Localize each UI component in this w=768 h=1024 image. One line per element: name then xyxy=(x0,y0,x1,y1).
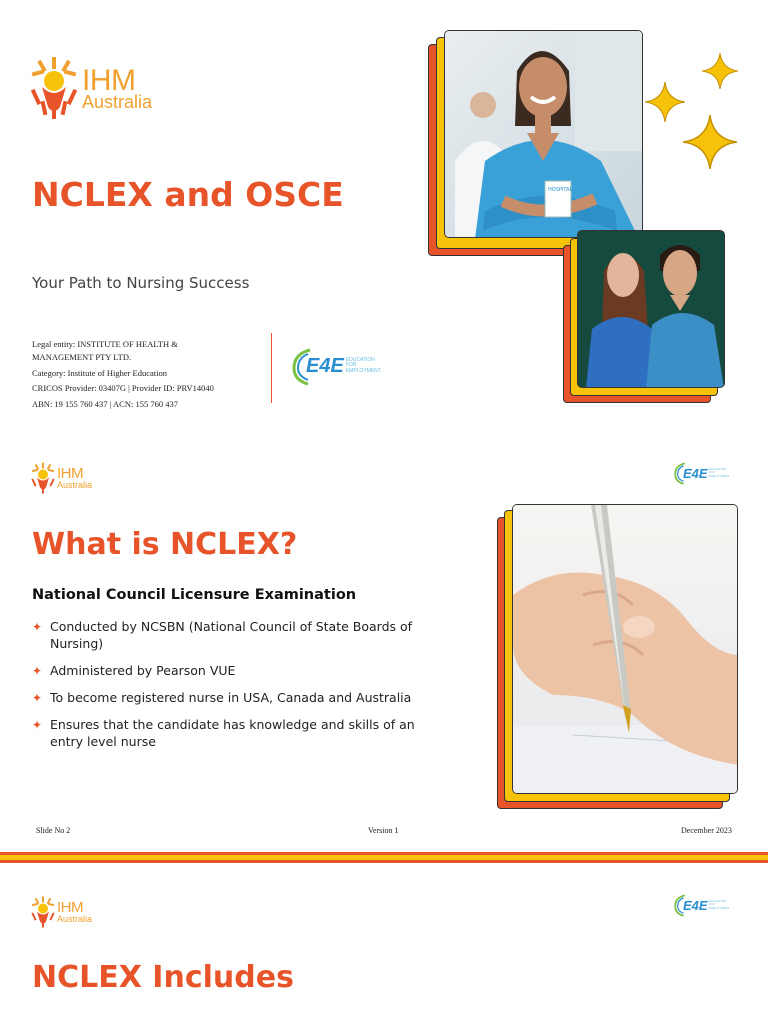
divider-stripe-red-bottom xyxy=(0,860,768,863)
writing-hand-photo xyxy=(512,504,738,794)
ihm-emblem-icon xyxy=(31,896,55,928)
bullet-item: ✦ Administered by Pearson VUE xyxy=(32,663,236,678)
legal-category: Category: Institute of Higher Education xyxy=(32,367,168,378)
legal-info xyxy=(32,338,237,413)
bullet-item: ✦ Conducted by NCSBN (National Council of State Boards of Nursing) xyxy=(32,619,413,651)
star-bullet-icon: ✦ xyxy=(32,718,43,732)
ihm-emblem-icon xyxy=(30,57,78,119)
sparkle-large-icon xyxy=(683,115,737,169)
ihm-logo xyxy=(30,57,152,119)
ihm-logo-bottom: Australia xyxy=(57,480,93,490)
two-nurses-illustration xyxy=(578,231,725,388)
ihm-logo-small xyxy=(31,462,92,494)
nurse-illustration xyxy=(445,31,643,238)
slide1-subtitle: Your Path to Nursing Success xyxy=(32,274,250,292)
legal-divider xyxy=(271,333,272,403)
date-label: December 2023 xyxy=(681,826,732,835)
star-bullet-icon: ✦ xyxy=(32,620,43,634)
legal-abn: ABN: 19 155 760 437 | ACN: 155 760 437 xyxy=(32,398,178,409)
e4e-sub-3: EMPLOYMENT xyxy=(708,905,730,910)
e4e-mark: E4E xyxy=(683,465,708,481)
sparkle-medium-icon xyxy=(645,82,685,122)
nclex-bullet-list xyxy=(32,618,427,760)
ihm-emblem-icon xyxy=(31,462,55,494)
slide-title xyxy=(0,0,768,430)
ihm-logo-top: IHM xyxy=(82,63,136,97)
e4e-sub-3: EMPLOYMENT xyxy=(345,367,381,374)
e4e-sub-1: EDUCATION xyxy=(708,899,727,904)
e4e-logo-small xyxy=(674,460,730,486)
two-nurses-photo xyxy=(577,230,725,388)
ihm-logo-top: IHM xyxy=(57,465,83,482)
ihm-logo-top: IHM xyxy=(57,899,83,916)
bullet-item: ✦ To become registered nurse in USA, Canada and Australia xyxy=(32,690,412,705)
e4e-sub-2: FOR xyxy=(708,470,715,475)
legal-entity: Legal entity: INSTITUTE OF HEALTH & MANAGEMENT PTY LTD. xyxy=(32,339,178,362)
slide2-heading: National Council Licensure Examination xyxy=(32,587,357,603)
slide3-title: NCLEX Includes xyxy=(32,960,294,995)
slide2-title: What is NCLEX? xyxy=(32,527,298,562)
slide1-title: NCLEX and OSCE xyxy=(32,175,344,214)
e4e-mark: E4E xyxy=(306,354,344,377)
sparkle-small-icon xyxy=(702,53,738,89)
slide-what-is-nclex xyxy=(0,430,768,848)
bullet-item: ✦ Ensures that the candidate has knowledge and skills of an entry level nurse xyxy=(32,717,415,749)
e4e-logo-small xyxy=(674,892,730,918)
e4e-sub-1: EDUCATION xyxy=(345,357,375,364)
nurse-badge-text: HOSPITAL xyxy=(548,187,573,193)
ihm-logo-bottom: Australia xyxy=(57,914,93,924)
legal-cricos: CRICOS Provider: 03407G | Provider ID: PRV14040 xyxy=(32,383,214,393)
e4e-sub-2: FOR xyxy=(345,362,357,369)
star-bullet-icon: ✦ xyxy=(32,691,43,705)
e4e-sub-3: EMPLOYMENT xyxy=(708,473,730,478)
star-bullet-icon: ✦ xyxy=(32,664,43,678)
e4e-sub-1: EDUCATION xyxy=(708,467,727,472)
e4e-mark: E4E xyxy=(683,897,708,913)
e4e-logo xyxy=(292,346,381,386)
version-label: Version 1 xyxy=(368,826,399,835)
e4e-sub-2: FOR xyxy=(708,902,715,907)
nurse-photo xyxy=(444,30,643,238)
slide-number: Slide No 2 xyxy=(36,826,71,835)
writing-hand-illustration xyxy=(513,505,738,794)
ihm-logo-bottom: Australia xyxy=(82,91,153,112)
ihm-logo-small xyxy=(31,896,92,928)
slide-nclex-includes xyxy=(0,866,768,1024)
